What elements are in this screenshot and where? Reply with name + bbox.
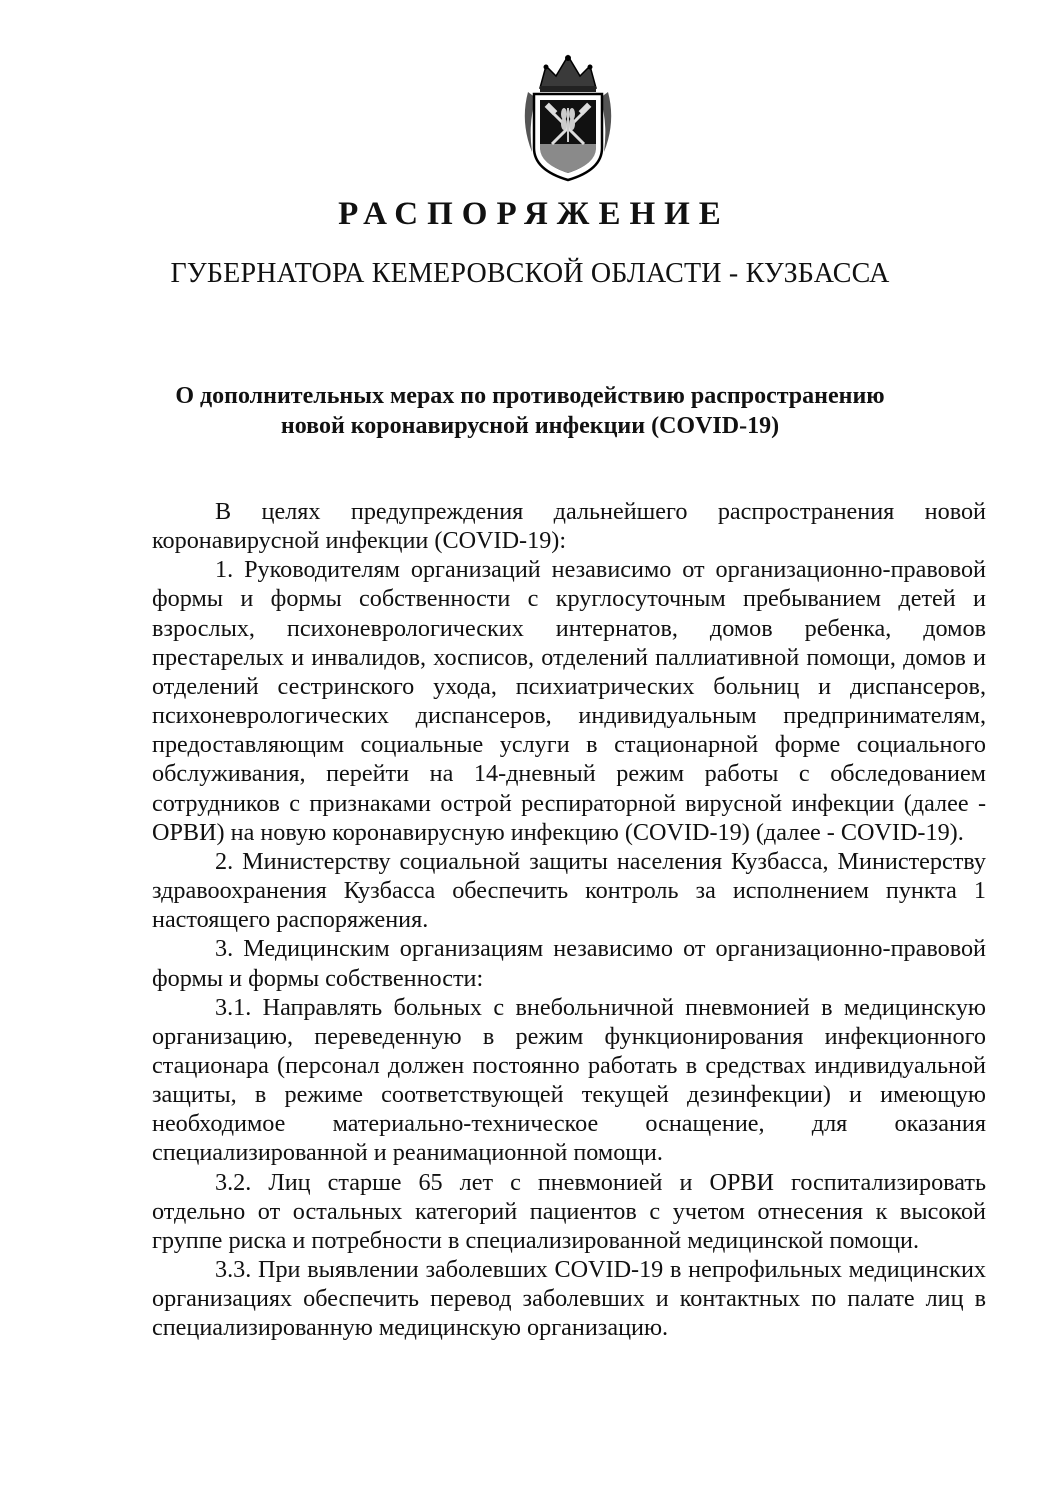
document-subject (120, 381, 940, 441)
subject-line-2: новой коронавирусной инфекции (COVID-19) (280, 413, 780, 439)
crown-icon (540, 55, 596, 92)
issuer-heading: ГУБЕРНАТОРА КЕМЕРОВСКОЙ ОБЛАСТИ - КУЗБАССА (170, 258, 890, 289)
paragraph-item-1: 1. Руководителям организаций независимо от организационно-правовой формы и формы собственности с круглосуточным пребыванием детей и взрослых, психоневрологических интернатов, домов ребенка, домов престарелых и инвалидов, хосписов, отделений паллиативной помощи, домов и отделений сестринского ухода, психиатрических больниц и диспансеров, психоневрологических диспансеров, индивидуальным предпринимателям, предоставляющим социальные услуги в стационарной форме социального обслуживания, перейти на 14-дневный режим работы с обследованием сотрудников с признаками острой респираторной вирусной инфекции (далее - ОРВИ) на новую коронавирусную инфекцию (COVID-19) (далее - COVID-19). (152, 556, 986, 846)
paragraph-item-3-1: 3.1. Направлять больных с внебольничной пневмонией в медицинскую организацию, переведенную в режим функционирования инфекционного стационара (персонал должен постоянно работать в средствах индивидуальной защиты, в режиме соответствующей текущей дезинфекции) и имеющую необходимое материально-техническое оснащение, для оказания специализированной и реанимационной помощи. (152, 993, 986, 1167)
document-type-heading: РАСПОРЯЖЕНИЕ (338, 196, 730, 232)
paragraph-item-2: 2. Министерству социальной защиты населения Кузбасса, Министерству здравоохранения Кузбасса обеспечить контроль за исполнением пункта 1 настоящего распоряжения. (152, 847, 986, 934)
coat-of-arms-emblem (518, 52, 618, 184)
paragraph-item-3-3: 3.3. При выявлении заболевших COVID-19 в непрофильных медицинских организациях обеспечить перевод заболевших и контактных по палате лиц в специализированную медицинскую организацию. (152, 1256, 986, 1342)
document-body (152, 497, 986, 1343)
subject-line-1: О дополнительных мерах по противодействию распространению (175, 383, 885, 409)
shield-icon (534, 94, 602, 180)
paragraph-item-3-2: 3.2. Лиц старше 65 лет с пневмонией и ОРВИ госпитализировать отдельно от остальных категорий пациентов с учетом отнесения к высокой группе риска и потребности в специализированной медицинской помощи. (152, 1168, 986, 1254)
paragraph-preamble: В целях предупреждения дальнейшего распространения новой коронавирусной инфекции (COVID-19): (152, 498, 986, 555)
paragraph-item-3: 3. Медицинским организациям независимо от организационно-правовой формы и формы собственности: (152, 935, 986, 992)
